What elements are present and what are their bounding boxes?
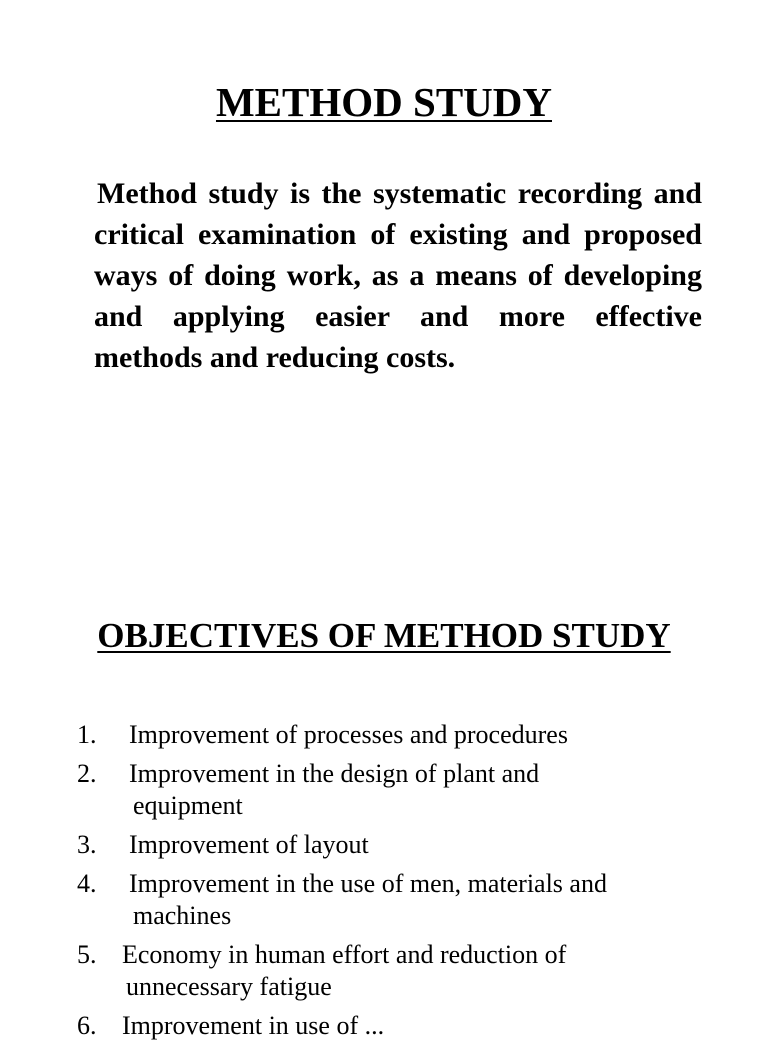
list-item bbox=[77, 1010, 717, 1042]
list-item-text bbox=[129, 758, 717, 822]
list-item-number: 5. bbox=[77, 940, 97, 969]
list-item-text bbox=[129, 868, 717, 932]
list-item-line-continued: unnecessary fatigue bbox=[126, 972, 332, 1001]
page-title bbox=[0, 76, 768, 128]
objectives-list bbox=[77, 719, 717, 1049]
list-item-number: 4. bbox=[77, 869, 97, 898]
list-item-text bbox=[122, 939, 717, 1003]
page-title-text: METHOD STUDY bbox=[215, 79, 552, 125]
list-item-line-continued: equipment bbox=[133, 791, 243, 820]
list-item-number: 1. bbox=[77, 720, 97, 749]
list-item bbox=[77, 758, 717, 822]
list-item-text bbox=[129, 829, 717, 861]
list-item-line: Improvement in use of ... bbox=[122, 1011, 385, 1040]
list-item-number: 3. bbox=[77, 830, 97, 859]
list-item-line: Economy in human effort and reduction of bbox=[122, 940, 567, 969]
list-item-line: Improvement in the design of plant and bbox=[129, 759, 540, 788]
list-item-text bbox=[122, 1010, 717, 1042]
list-item bbox=[77, 868, 717, 932]
list-item-line-continued: machines bbox=[133, 901, 232, 930]
list-item bbox=[77, 829, 717, 861]
list-item-line: Improvement of layout bbox=[129, 830, 369, 859]
list-item-line: Improvement of processes and procedures bbox=[129, 720, 568, 749]
list-item-line: Improvement in the use of men, materials and bbox=[129, 869, 607, 898]
list-item-number: 6. bbox=[77, 1011, 97, 1040]
list-item-number: 2. bbox=[77, 759, 97, 788]
definition-paragraph: Method study is the systematic recording and critical examination of existing and proposed ways of doing work, as a means of developing and applying easier and more effective methods and reducing costs. bbox=[94, 177, 702, 374]
objectives-heading bbox=[0, 612, 768, 660]
list-item-text bbox=[129, 719, 717, 751]
objectives-heading-text: OBJECTIVES OF METHOD STUDY bbox=[97, 616, 671, 655]
list-item bbox=[77, 939, 717, 1003]
list-item bbox=[77, 719, 717, 751]
